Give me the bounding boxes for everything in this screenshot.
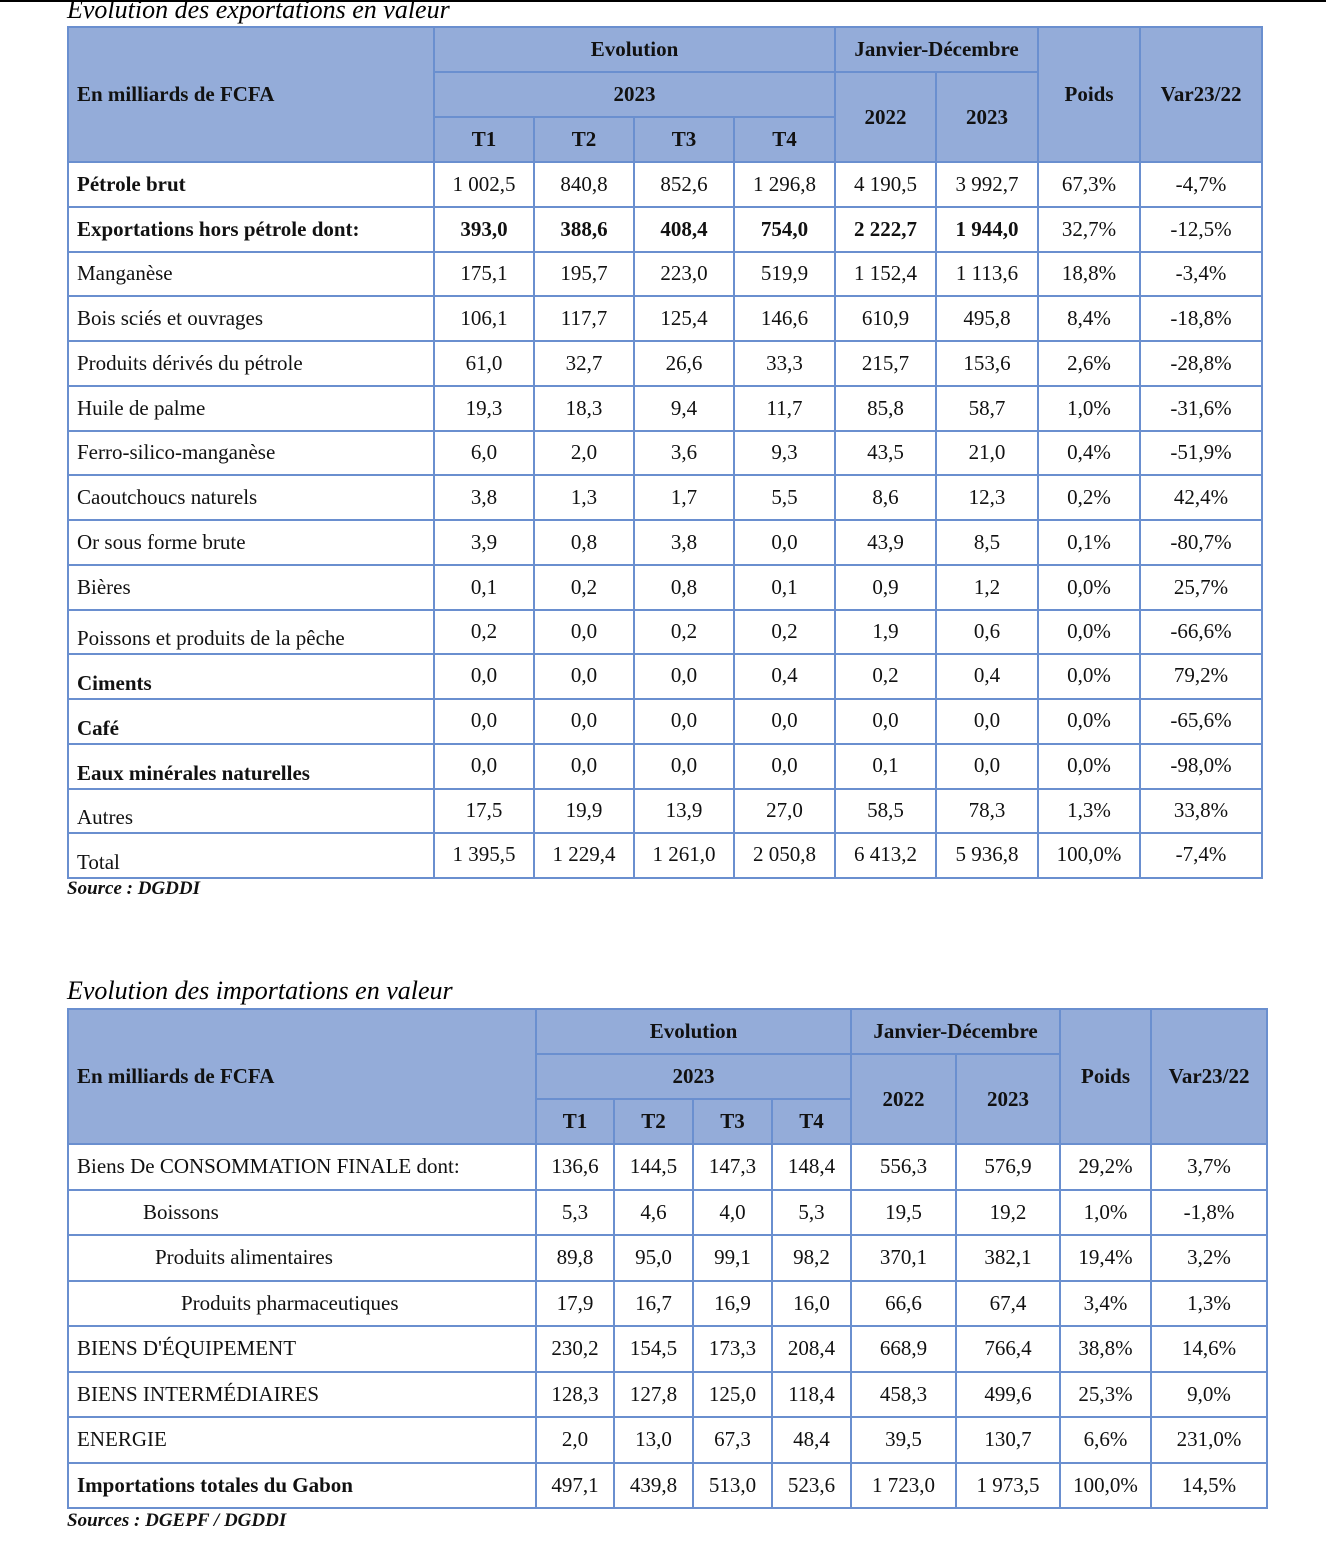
table-row (68, 610, 1262, 655)
cell-var: -31,6% (1140, 386, 1262, 431)
cell-t3: 223,0 (634, 252, 734, 297)
row-label: Bois sciés et ouvrages (68, 296, 434, 341)
cell-var: -4,7% (1140, 162, 1262, 207)
cell-t1: 1 002,5 (434, 162, 534, 207)
cell-jd-2022: 1 152,4 (835, 252, 936, 297)
cell-poids: 6,6% (1060, 1417, 1151, 1463)
cell-t2: 1 229,4 (534, 833, 634, 878)
cell-jd-2022: 0,0 (835, 699, 936, 744)
cell-t3: 16,9 (693, 1281, 772, 1327)
var-header: Var23/22 (1140, 27, 1262, 162)
cell-var: 9,0% (1151, 1372, 1267, 1418)
row-label: Huile de palme (68, 386, 434, 431)
cell-poids: 2,6% (1038, 341, 1140, 386)
cell-t1: 3,8 (434, 475, 534, 520)
cell-var: -98,0% (1140, 744, 1262, 789)
cell-poids: 100,0% (1060, 1463, 1151, 1509)
exports-table-header (68, 27, 1262, 162)
cell-t3: 408,4 (634, 207, 734, 252)
cell-t3: 125,4 (634, 296, 734, 341)
cell-t2: 13,0 (614, 1417, 693, 1463)
cell-jd-2022: 0,1 (835, 744, 936, 789)
cell-t3: 0,8 (634, 565, 734, 610)
cell-jd-2022: 556,3 (851, 1144, 956, 1190)
cell-jd-2022: 39,5 (851, 1417, 956, 1463)
cell-jd-2022: 610,9 (835, 296, 936, 341)
cell-t1: 61,0 (434, 341, 534, 386)
row-label: Ferro-silico-manganèse (68, 431, 434, 476)
cell-var: -80,7% (1140, 520, 1262, 565)
cell-jd-2023: 382,1 (956, 1235, 1060, 1281)
row-label: BIENS INTERMÉDIAIRES (68, 1372, 536, 1418)
unit-label-header: En milliards de FCFA (68, 1009, 536, 1144)
period-header: Janvier-Décembre (851, 1009, 1060, 1054)
row-label: Or sous forme brute (68, 520, 434, 565)
table-row (68, 1281, 1267, 1327)
cell-poids: 1,3% (1038, 789, 1140, 834)
row-label: Total (68, 833, 434, 878)
quarter-t2-header: T2 (534, 117, 634, 162)
cell-t4: 16,0 (772, 1281, 851, 1327)
cell-t1: 0,1 (434, 565, 534, 610)
cell-jd-2023: 19,2 (956, 1190, 1060, 1236)
table-row (68, 341, 1262, 386)
cell-jd-2022: 1 723,0 (851, 1463, 956, 1509)
cell-jd-2022: 19,5 (851, 1190, 956, 1236)
cell-t1: 393,0 (434, 207, 534, 252)
cell-t4: 9,3 (734, 431, 835, 476)
cell-t3: 0,0 (634, 654, 734, 699)
cell-var: 1,3% (1151, 1281, 1267, 1327)
cell-t4: 1 296,8 (734, 162, 835, 207)
imports-table-header (68, 1009, 1267, 1144)
cell-var: 42,4% (1140, 475, 1262, 520)
cell-poids: 0,0% (1038, 654, 1140, 699)
table-row (68, 789, 1262, 834)
cell-jd-2023: 1 113,6 (936, 252, 1038, 297)
table-row (68, 475, 1262, 520)
poids-header: Poids (1060, 1009, 1151, 1144)
cell-t1: 2,0 (536, 1417, 614, 1463)
row-label: Importations totales du Gabon (68, 1463, 536, 1509)
cell-t2: 117,7 (534, 296, 634, 341)
cell-t1: 89,8 (536, 1235, 614, 1281)
quarter-t2-header: T2 (614, 1099, 693, 1144)
cell-poids: 1,0% (1060, 1190, 1151, 1236)
cell-t1: 0,0 (434, 654, 534, 699)
cell-t3: 1,7 (634, 475, 734, 520)
cell-t4: 0,4 (734, 654, 835, 699)
cell-jd-2023: 58,7 (936, 386, 1038, 431)
year-2023-header: 2023 (536, 1054, 851, 1099)
quarter-t1-header: T1 (536, 1099, 614, 1144)
cell-jd-2022: 43,9 (835, 520, 936, 565)
row-label: Ciments (68, 654, 434, 699)
cell-t2: 144,5 (614, 1144, 693, 1190)
cell-t3: 3,6 (634, 431, 734, 476)
year-2022-col-header: 2022 (835, 72, 936, 162)
cell-t3: 13,9 (634, 789, 734, 834)
cell-poids: 3,4% (1060, 1281, 1151, 1327)
cell-jd-2022: 8,6 (835, 475, 936, 520)
cell-jd-2023: 5 936,8 (936, 833, 1038, 878)
row-label: Produits pharmaceutiques (68, 1281, 536, 1327)
poids-header: Poids (1038, 27, 1140, 162)
cell-var: -12,5% (1140, 207, 1262, 252)
cell-t4: 0,0 (734, 520, 835, 565)
cell-jd-2023: 0,4 (936, 654, 1038, 699)
cell-t3: 0,0 (634, 744, 734, 789)
cell-t2: 0,2 (534, 565, 634, 610)
cell-t3: 0,2 (634, 610, 734, 655)
cell-jd-2023: 12,3 (936, 475, 1038, 520)
cell-t4: 523,6 (772, 1463, 851, 1509)
cell-t4: 0,0 (734, 699, 835, 744)
cell-poids: 0,0% (1038, 610, 1140, 655)
cell-t2: 0,0 (534, 654, 634, 699)
cell-t1: 1 395,5 (434, 833, 534, 878)
cell-t2: 0,0 (534, 699, 634, 744)
table-row (68, 1417, 1267, 1463)
cell-jd-2023: 766,4 (956, 1326, 1060, 1372)
table-row (68, 162, 1262, 207)
quarter-t4-header: T4 (772, 1099, 851, 1144)
cell-jd-2023: 1 973,5 (956, 1463, 1060, 1509)
cell-jd-2023: 153,6 (936, 341, 1038, 386)
cell-var: 3,2% (1151, 1235, 1267, 1281)
cell-t4: 148,4 (772, 1144, 851, 1190)
cell-poids: 0,1% (1038, 520, 1140, 565)
quarter-t1-header: T1 (434, 117, 534, 162)
cell-jd-2022: 370,1 (851, 1235, 956, 1281)
year-2022-col-header: 2022 (851, 1054, 956, 1144)
cell-t2: 19,9 (534, 789, 634, 834)
cell-poids: 0,0% (1038, 699, 1140, 744)
table-row (68, 207, 1262, 252)
cell-t4: 146,6 (734, 296, 835, 341)
row-label: Eaux minérales naturelles (68, 744, 434, 789)
row-label: ENERGIE (68, 1417, 536, 1463)
row-label: Poissons et produits de la pêche (68, 610, 434, 655)
cell-jd-2023: 3 992,7 (936, 162, 1038, 207)
cell-var: -28,8% (1140, 341, 1262, 386)
row-label: Autres (68, 789, 434, 834)
cell-t1: 17,5 (434, 789, 534, 834)
row-label: Café (68, 699, 434, 744)
cell-var: 14,6% (1151, 1326, 1267, 1372)
cell-t2: 1,3 (534, 475, 634, 520)
cell-t2: 439,8 (614, 1463, 693, 1509)
cell-poids: 1,0% (1038, 386, 1140, 431)
cell-jd-2023: 78,3 (936, 789, 1038, 834)
row-label: Produits dérivés du pétrole (68, 341, 434, 386)
cell-t4: 754,0 (734, 207, 835, 252)
cell-t1: 106,1 (434, 296, 534, 341)
imports-table-body (68, 1144, 1267, 1508)
cell-var: -65,6% (1140, 699, 1262, 744)
cell-var: 14,5% (1151, 1463, 1267, 1509)
cell-t2: 32,7 (534, 341, 634, 386)
cell-t4: 33,3 (734, 341, 835, 386)
cell-jd-2022: 668,9 (851, 1326, 956, 1372)
cell-var: -3,4% (1140, 252, 1262, 297)
cell-jd-2022: 215,7 (835, 341, 936, 386)
cell-poids: 0,0% (1038, 565, 1140, 610)
table-row (68, 386, 1262, 431)
table-row (68, 1190, 1267, 1236)
cell-t4: 5,5 (734, 475, 835, 520)
table-row (68, 431, 1262, 476)
cell-t3: 1 261,0 (634, 833, 734, 878)
cell-poids: 8,4% (1038, 296, 1140, 341)
row-label: Caoutchoucs naturels (68, 475, 434, 520)
table-row (68, 1235, 1267, 1281)
cell-t1: 3,9 (434, 520, 534, 565)
cell-t2: 0,8 (534, 520, 634, 565)
cell-t2: 0,0 (534, 744, 634, 789)
table-row (68, 833, 1262, 878)
quarter-t3-header: T3 (634, 117, 734, 162)
cell-t2: 127,8 (614, 1372, 693, 1418)
cell-t3: 173,3 (693, 1326, 772, 1372)
row-label: Bières (68, 565, 434, 610)
cell-t3: 26,6 (634, 341, 734, 386)
cell-t3: 852,6 (634, 162, 734, 207)
quarter-t3-header: T3 (693, 1099, 772, 1144)
cell-poids: 38,8% (1060, 1326, 1151, 1372)
year-2023-col-header: 2023 (936, 72, 1038, 162)
cell-t4: 48,4 (772, 1417, 851, 1463)
cell-jd-2023: 1,2 (936, 565, 1038, 610)
cell-t4: 27,0 (734, 789, 835, 834)
table-row (68, 1372, 1267, 1418)
cell-t4: 208,4 (772, 1326, 851, 1372)
cell-t4: 0,2 (734, 610, 835, 655)
cell-jd-2022: 43,5 (835, 431, 936, 476)
cell-var: -66,6% (1140, 610, 1262, 655)
cell-t2: 195,7 (534, 252, 634, 297)
cell-jd-2022: 66,6 (851, 1281, 956, 1327)
cell-t1: 175,1 (434, 252, 534, 297)
cell-poids: 25,3% (1060, 1372, 1151, 1418)
cell-t4: 0,1 (734, 565, 835, 610)
cell-poids: 32,7% (1038, 207, 1140, 252)
table-row (68, 565, 1262, 610)
row-label: BIENS D'ÉQUIPEMENT (68, 1326, 536, 1372)
cell-t4: 98,2 (772, 1235, 851, 1281)
cell-jd-2023: 67,4 (956, 1281, 1060, 1327)
cell-t3: 99,1 (693, 1235, 772, 1281)
imports-source-note: Sources : DGEPF / DGDDI (67, 1510, 287, 1531)
cell-jd-2023: 495,8 (936, 296, 1038, 341)
table-row (68, 654, 1262, 699)
cell-jd-2022: 458,3 (851, 1372, 956, 1418)
imports-title: Evolution des importations en valeur (67, 976, 453, 1005)
cell-jd-2023: 0,0 (936, 699, 1038, 744)
cell-var: 79,2% (1140, 654, 1262, 699)
quarter-t4-header: T4 (734, 117, 835, 162)
exports-title: Evolution des exportations en valeur (67, 0, 450, 24)
cell-t3: 147,3 (693, 1144, 772, 1190)
row-label: Exportations hors pétrole dont: (68, 207, 434, 252)
cell-t2: 840,8 (534, 162, 634, 207)
cell-poids: 0,2% (1038, 475, 1140, 520)
cell-jd-2023: 8,5 (936, 520, 1038, 565)
table-row (68, 520, 1262, 565)
cell-var: -1,8% (1151, 1190, 1267, 1236)
cell-t1: 6,0 (434, 431, 534, 476)
cell-jd-2023: 576,9 (956, 1144, 1060, 1190)
cell-t4: 2 050,8 (734, 833, 835, 878)
exports-table (67, 26, 1263, 879)
cell-t2: 4,6 (614, 1190, 693, 1236)
cell-t4: 11,7 (734, 386, 835, 431)
cell-jd-2023: 0,6 (936, 610, 1038, 655)
cell-t4: 0,0 (734, 744, 835, 789)
table-row (68, 252, 1262, 297)
cell-jd-2022: 85,8 (835, 386, 936, 431)
cell-t2: 18,3 (534, 386, 634, 431)
cell-t1: 17,9 (536, 1281, 614, 1327)
row-label: Pétrole brut (68, 162, 434, 207)
year-2023-header: 2023 (434, 72, 835, 117)
cell-t1: 0,0 (434, 699, 534, 744)
table-row (68, 744, 1262, 789)
row-label: Manganèse (68, 252, 434, 297)
cell-jd-2023: 130,7 (956, 1417, 1060, 1463)
cell-jd-2022: 6 413,2 (835, 833, 936, 878)
var-header: Var23/22 (1151, 1009, 1267, 1144)
cell-poids: 18,8% (1038, 252, 1140, 297)
row-label: Produits alimentaires (68, 1235, 536, 1281)
cell-t4: 118,4 (772, 1372, 851, 1418)
cell-t2: 388,6 (534, 207, 634, 252)
row-label: Boissons (68, 1190, 536, 1236)
evolution-header: Evolution (434, 27, 835, 72)
cell-var: 3,7% (1151, 1144, 1267, 1190)
imports-table (67, 1008, 1268, 1509)
cell-t3: 125,0 (693, 1372, 772, 1418)
cell-jd-2022: 4 190,5 (835, 162, 936, 207)
cell-t1: 0,0 (434, 744, 534, 789)
exports-source-note: Source : DGDDI (67, 878, 200, 899)
cell-t3: 3,8 (634, 520, 734, 565)
cell-t1: 5,3 (536, 1190, 614, 1236)
cell-t1: 136,6 (536, 1144, 614, 1190)
cell-jd-2022: 1,9 (835, 610, 936, 655)
evolution-header: Evolution (536, 1009, 851, 1054)
cell-var: 33,8% (1140, 789, 1262, 834)
table-row (68, 296, 1262, 341)
cell-jd-2022: 58,5 (835, 789, 936, 834)
cell-t2: 16,7 (614, 1281, 693, 1327)
cell-poids: 0,0% (1038, 744, 1140, 789)
exports-table-body (68, 162, 1262, 878)
year-2023-col-header: 2023 (956, 1054, 1060, 1144)
cell-var: 231,0% (1151, 1417, 1267, 1463)
cell-t1: 0,2 (434, 610, 534, 655)
table-row (68, 699, 1262, 744)
cell-t2: 154,5 (614, 1326, 693, 1372)
cell-t3: 4,0 (693, 1190, 772, 1236)
cell-t1: 128,3 (536, 1372, 614, 1418)
table-row (68, 1463, 1267, 1509)
cell-jd-2023: 21,0 (936, 431, 1038, 476)
cell-var: -18,8% (1140, 296, 1262, 341)
cell-t1: 19,3 (434, 386, 534, 431)
table-row (68, 1326, 1267, 1372)
cell-var: -51,9% (1140, 431, 1262, 476)
cell-t4: 5,3 (772, 1190, 851, 1236)
cell-t3: 67,3 (693, 1417, 772, 1463)
cell-jd-2023: 0,0 (936, 744, 1038, 789)
cell-jd-2022: 2 222,7 (835, 207, 936, 252)
cell-var: -7,4% (1140, 833, 1262, 878)
cell-poids: 67,3% (1038, 162, 1140, 207)
cell-poids: 19,4% (1060, 1235, 1151, 1281)
cell-var: 25,7% (1140, 565, 1262, 610)
cell-poids: 0,4% (1038, 431, 1140, 476)
cell-t2: 2,0 (534, 431, 634, 476)
cell-t2: 95,0 (614, 1235, 693, 1281)
cell-t1: 497,1 (536, 1463, 614, 1509)
cell-t3: 9,4 (634, 386, 734, 431)
period-header: Janvier-Décembre (835, 27, 1038, 72)
cell-t4: 519,9 (734, 252, 835, 297)
cell-poids: 100,0% (1038, 833, 1140, 878)
cell-t3: 0,0 (634, 699, 734, 744)
cell-jd-2023: 1 944,0 (936, 207, 1038, 252)
table-row (68, 1144, 1267, 1190)
cell-jd-2022: 0,2 (835, 654, 936, 699)
cell-jd-2022: 0,9 (835, 565, 936, 610)
unit-label-header: En milliards de FCFA (68, 27, 434, 162)
cell-t1: 230,2 (536, 1326, 614, 1372)
cell-t2: 0,0 (534, 610, 634, 655)
cell-poids: 29,2% (1060, 1144, 1151, 1190)
row-label: Biens De CONSOMMATION FINALE dont: (68, 1144, 536, 1190)
cell-t3: 513,0 (693, 1463, 772, 1509)
cell-jd-2023: 499,6 (956, 1372, 1060, 1418)
